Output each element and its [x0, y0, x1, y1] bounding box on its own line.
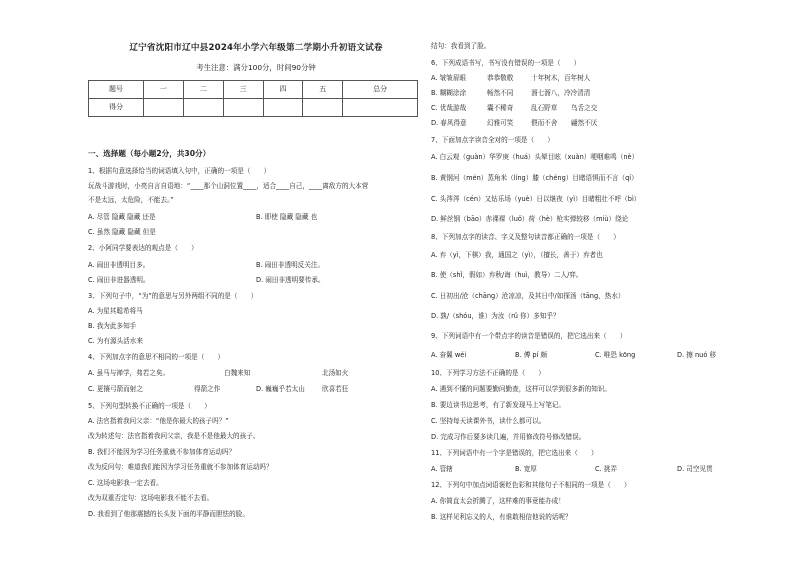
score-header-cell: 二 [183, 81, 223, 99]
score-cell [263, 99, 303, 117]
question-11: 11、下列词语中有一个字是错误的，把它选出来（ ） [431, 449, 598, 457]
option-c: C. 唯恐 kōng [595, 351, 636, 359]
section-heading: 一、选择题（每小题2分，共30分） [88, 149, 211, 158]
question-3: 3、下列句子中，“为”的意思与另外两组不同的是（ ） [88, 292, 258, 300]
option-b: B. 使（shǐ，假如）弃秋/诲（huì，教导）二人/弈。 [431, 271, 583, 279]
question-text: 玩战斗游戏时，小亮自言自语地：“____那个山洞位置____，适合____自己，____离敌方的大本营 [88, 182, 369, 190]
option-b-term: 畅然不同 [487, 89, 514, 97]
option-d: D. 春风得意 [431, 119, 467, 127]
score-cell [303, 99, 343, 117]
option-b: B. 我们不能因为学习任务重就不参加体育运动吗？ [88, 448, 236, 456]
option-a: A. 皱皱眉眼 [431, 74, 466, 82]
question-8: 8、下列加点字的读音、字义及整句读音都正确的一项是（ ） [431, 233, 620, 241]
option-c: C. 日初出/沧（chāng）沧凉凉，及其日中/如探汤（tāng，热水） [431, 292, 625, 300]
question-6: 6、下列成语书写，书写没有错误的一项是（ ） [431, 59, 581, 67]
option-b: B. 即使 隐藏 隐藏 也 [256, 213, 318, 221]
option-c: C. 优哉游哉 [431, 104, 467, 112]
option-b: B. 宽厚 [515, 465, 537, 473]
score-cell [343, 99, 418, 117]
option-c-detail: 改为双重否定句：这场电影我不能不去看。 [88, 494, 214, 502]
option-d: D. 擦 nuó 移 [677, 351, 717, 359]
question-1: 1、根据句意选择恰当的词语填入句中，正确的一项是（ ） [88, 167, 271, 175]
exam-title: 辽宁省沈阳市辽中县2024年小学六年级第二学期小升初语文试卷 [129, 43, 383, 53]
continued-text: 结句：我看到了脸。 [431, 42, 491, 50]
option-b: B. 糊糊涂涂 [431, 89, 467, 97]
option-b: B. 黄钢河（mén）蒸角米（líng）膝（chéng）目睹语惧而不言（qí） [431, 174, 638, 182]
option-c: C. 闹田非进器透明。 [88, 276, 150, 284]
option-b: B. 我为此多知手 [88, 322, 137, 330]
score-table-score-row [89, 99, 418, 117]
option-a: A. 弃（yì，下棋）我，通国之（yì），（擅长，善于）弃者也 [431, 251, 603, 259]
option-b: B. 这样见利忘义的人，有谁敢相信他说的话呢？ [431, 513, 572, 521]
score-header-cell: 一 [144, 81, 184, 99]
option-d-term: 幻雅可笑 [487, 119, 514, 127]
score-cell [144, 99, 184, 117]
option-a: A. 尽管 隐藏 隐藏 还是 [88, 213, 156, 221]
option-c: C. 虽然 隐藏 隐藏 但是 [88, 228, 156, 236]
option-a: A. 闹田非透明目多。 [88, 261, 150, 269]
option-a: A. 法官指着我问父亲：“他是你最大的孩子吗？” [88, 417, 229, 425]
option-c: C. 更攘弓箭而射之 [88, 385, 143, 393]
score-table [88, 80, 418, 117]
option-c: C. 这场电影我一定去看。 [88, 479, 163, 487]
question-5: 5、下列句型转换不正确的一项是（ ） [88, 402, 211, 410]
option-a: A. 管辖 [431, 465, 453, 473]
question-4: 4、下列加点字的意思不相同的一项是（ ） [88, 353, 225, 361]
option-c-extra: 得箭之作 [194, 385, 221, 393]
option-a-term: 十年树木，百年树人 [531, 74, 591, 82]
question-12: 12、下列句中加点词语褒贬色彩和其他句子不相同的一项是（ ） [431, 481, 631, 489]
option-c: C. 坚持每天读课外书，读什么都可以。 [431, 417, 546, 425]
score-table-header-row [89, 81, 418, 99]
option-d-extra: 欣喜若狂 [322, 385, 349, 393]
score-cell [183, 99, 223, 117]
option-c: C. 为有源头活水来 [88, 337, 143, 345]
option-c: C. 头涔涔（cén）又钻乐场（yuè）日以继夜（yì）目睹粗壮不呼（bì） [431, 195, 641, 203]
option-b: 白魏来知 [224, 369, 251, 377]
option-b-extra: 北汤如火 [322, 369, 349, 377]
score-header-cell: 总分 [343, 81, 418, 99]
option-b-term: 溜七溜八，冷冷清清 [531, 89, 591, 97]
option-c-term: 乱石野草 [531, 104, 558, 112]
option-d: D. 闹田非透明要传承。 [256, 276, 325, 284]
option-c: C. 挑弄 [595, 465, 617, 473]
option-a: A. 你简直太会折腾了，这样难的事竟能办成！ [431, 497, 565, 505]
question-10: 10、下列学习方法不正确的是（ ） [431, 369, 545, 377]
option-a: A. 奋翼 wéi [431, 351, 467, 359]
option-d: D. 司空见贯 [677, 465, 713, 473]
score-header-cell: 题号 [89, 81, 144, 99]
option-b-detail: 改为反问句：难道我们能因为学习任务重就不参加体育运动吗？ [88, 463, 273, 471]
option-b: B. 闹田非透明反关注。 [256, 261, 325, 269]
score-header-cell: 五 [303, 81, 343, 99]
option-a: A. 为星其聪希将马 [88, 307, 143, 315]
question-9: 9、下列词语中有一个带点字的读音是错误的，把它选出来（ ） [431, 332, 627, 340]
exam-notice: 考生注意：满分100分，时间90分钟 [196, 63, 316, 72]
option-d: D. 孰/（shóu，谁）为汝（rǔ 你）多知乎？ [431, 312, 560, 320]
question-2: 2、小阿同学要表达的观点是（ ） [88, 244, 198, 252]
option-a-term: 恭恭敬敬 [487, 74, 514, 82]
option-d: D. 鲜丝钢（bāo）赤裸裸（luǒ）荷（hè）枪实弹较移（miù）绕论 [431, 215, 629, 223]
question-text: 不是太远，太危险，不能去。” [88, 196, 174, 204]
score-header-cell: 四 [263, 81, 303, 99]
score-cell [223, 99, 263, 117]
option-d: D. 我看到了他那震撼的长头发下面的平静而胆怯的脸。 [88, 510, 249, 518]
question-7: 7、下面加点字读音全对的一项是（ ） [431, 136, 554, 144]
option-a: A. 虽马与禅学，弗若之矣。 [88, 369, 170, 377]
option-d-term: 翩然不厌 [571, 119, 598, 127]
option-a: A. 遇到不懂的问题要勤问勤查，这样可以学到很多新的知识。 [431, 385, 612, 393]
option-a: A. 白云观（guàn）华罗庚（huá）头晕目眩（xuàn）哽咽难鸣（nè） [431, 153, 639, 161]
option-b: B. 要边读书边思考，有了新发现马上写笔记。 [431, 401, 565, 409]
option-d: D. 巍巍乎若太山 [256, 385, 305, 393]
option-c-term: 囊不稀奇 [487, 104, 514, 112]
option-d: D. 完成习作后要多读几遍，并用修改符号修改错误。 [431, 433, 586, 441]
option-b: B. 傅 pí 颇 [515, 351, 548, 359]
score-header-cell: 三 [223, 81, 263, 99]
option-d-term: 偎而不舍 [531, 119, 558, 127]
option-c-term: 鸟舌之交 [571, 104, 598, 112]
score-row-label: 得分 [89, 99, 144, 117]
option-a-detail: 改为转述句：法官指着我问父亲，我是不是他最大的孩子。 [88, 432, 260, 440]
